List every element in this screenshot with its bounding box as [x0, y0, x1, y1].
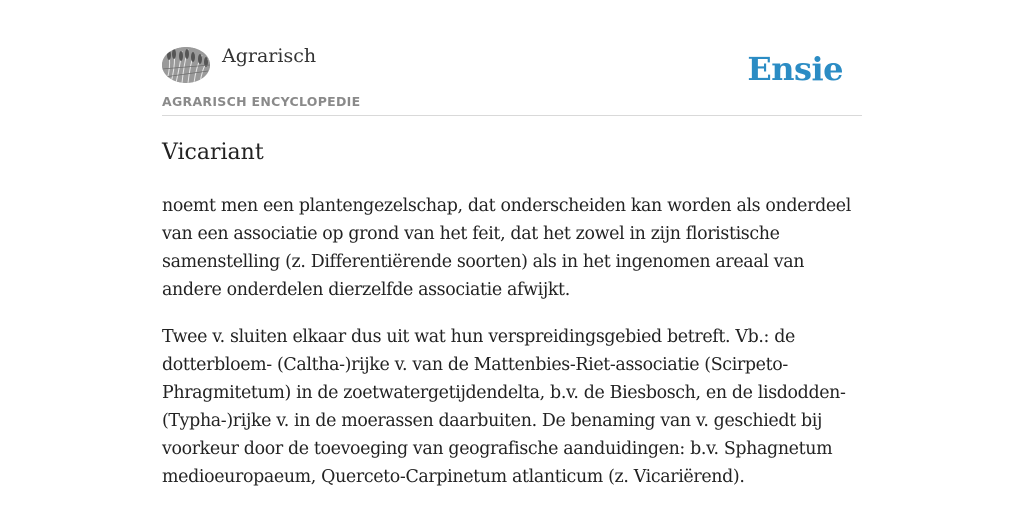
article-paragraph: Twee v. sluiten elkaar dus uit wat hun verspreidingsgebied betreft. Vb.: de dotterbloem- (Caltha-)rijke v. van de Mattenbies-Riet-associatie (Scirpeto-Phragmitetum) in de zoetwatergetijdendelta, b.v. de Biesbosch, en de lisdodden- (Typha-)rijke v. in de moerassen daarbuiten. De benaming van v. geschiedt bij voorkeur door de toevoeging van geografische aanduidingen: b.v. Sphagnetum medioeuropaeum, Querceto-Carpinetum atlanticum (z. Vicariërend). — [162, 327, 846, 487]
article-body — [162, 192, 862, 510]
page-container — [162, 0, 862, 512]
source-name[interactable]: Agrarisch — [222, 45, 317, 67]
page-title: Vicariant — [162, 140, 264, 165]
wheat-icon[interactable] — [162, 47, 210, 83]
site-header — [162, 0, 862, 116]
brand-logo[interactable]: Ensie — [747, 50, 843, 88]
source-subtitle[interactable]: AGRARISCH ENCYCLOPEDIE — [162, 94, 361, 109]
article-paragraph: noemt men een plantengezelschap, dat onderscheiden kan worden als onderdeel van een associatie op grond van het feit, dat het zowel in zijn floristische samenstelling (z. Differentiërende soorten) als in het ingenomen areaal van andere onderdelen dierzelfde associatie afwijkt. — [162, 196, 851, 300]
